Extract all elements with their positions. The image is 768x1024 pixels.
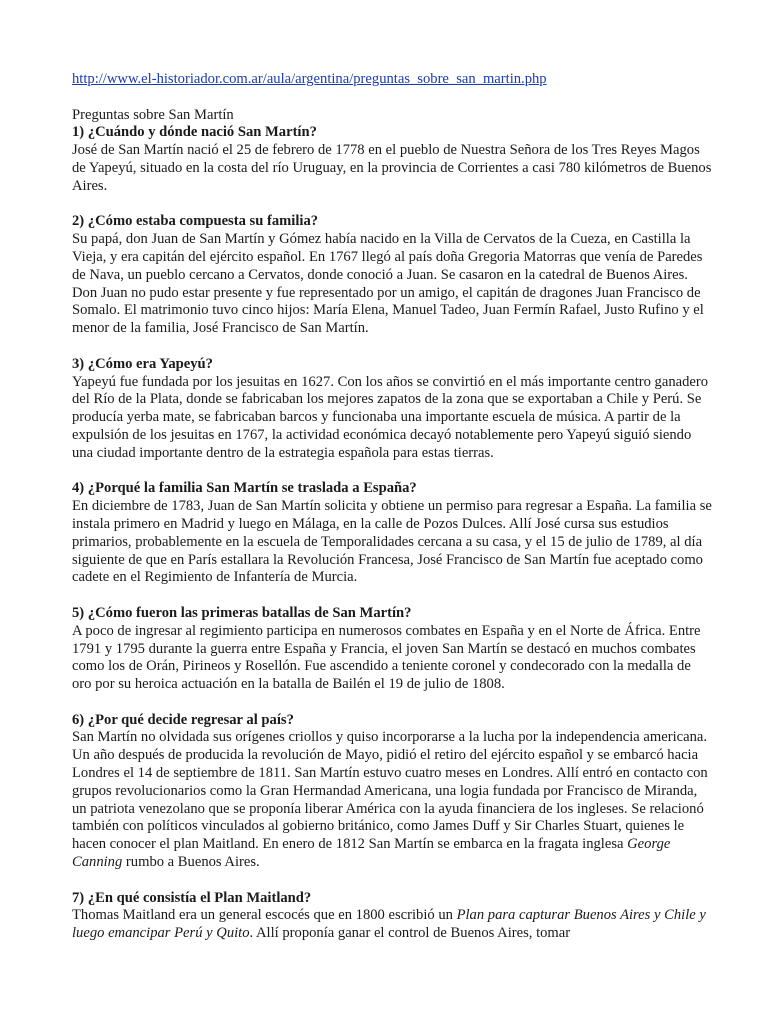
- section-1: [72, 124, 712, 195]
- answer-7: [72, 907, 712, 943]
- section-4: [72, 480, 712, 587]
- spacer: [72, 872, 712, 890]
- question-1: 1) ¿Cuándo y dónde nació San Martín?: [72, 124, 317, 141]
- section-6: [72, 712, 712, 872]
- spacer: [72, 587, 712, 605]
- source-link[interactable]: http://www.el-historiador.com.ar/aula/argentina/preguntas_sobre_san_martin.php: [72, 71, 547, 87]
- spacer: [72, 463, 712, 481]
- section-5: [72, 605, 712, 694]
- answer-3: Yapeyú fue fundada por los jesuitas en 1627. Con los años se convirtió en el más importante centro ganadero del Río de la Plata, donde se fabricaban los mejores zapatos de la zona que se exportaban a Chile y Perú. Se producía yerba mate, se fabricaban barcos y funcionaba una importante escuela de música. A partir de la expulsión de los jesuitas en 1767, la actividad económica decayó notablemente pero Yapeyú siguió siendo una ciudad importante dentro de la estrategia española para estas tierras.: [72, 373, 709, 461]
- answer-6: [72, 729, 712, 871]
- answer-5: A poco de ingresar al regimiento participa en numerosos combates en España y en el Norte de África. Entre 1791 y 1795 durante la guerra entre España y Francia, el joven San Martín se destacó en muchos combates como los de Orán, Pirineos y Rosellón. Fue ascendido a teniente coronel y condecorado con la medalla de oro por su heroica actuación en la batalla de Bailén el 19 de julio de 1808.: [72, 622, 701, 693]
- plan-title: Plan para capturar Buenos Aires y Chile y luego emancipar Perú y Quito: [72, 907, 706, 942]
- answer-1: José de San Martín nació el 25 de febrero de 1778 en el pueblo de Nuestra Señora de los Tres Reyes Magos de Yapeyú, situado en la costa del río Uruguay, en la provincia de Corrientes a casi 780 kilómetros de Buenos Aires.: [72, 142, 712, 194]
- question-6: 6) ¿Por qué decide regresar al país?: [72, 711, 294, 728]
- ship-name: George Canning: [72, 836, 671, 871]
- question-7: 7) ¿En qué consistía el Plan Maitland?: [72, 889, 312, 906]
- question-2: 2) ¿Cómo estaba compuesta su familia?: [72, 213, 319, 230]
- answer-6-text: San Martín no olvidada sus orígenes criollos y quiso incorporarse a la lucha por la independencia americana. Un año después de producida la revolución de Mayo, pidió el retiro del ejército español y se embarcó hacia Londres el 14 de septiembre de 1811. San Martín estuvo cuatro meses en Londres. Allí entró en contacto con grupos revolucionarios como la Gran Hermandad Americana, una logia fundada por Francisco de Miranda, un patriota venezolano que se proponía liberar América con la ayuda financiera de los ingleses. Se relacionó también con políticos vinculados al gobierno británico, como James Duff y Sir Charles Stuart, quienes le hacen conocer el plan Maitland. En enero de 1812 San Martín se embarca en la fragata inglesa: [72, 729, 708, 853]
- spacer: [72, 89, 712, 107]
- spacer: [72, 196, 712, 214]
- answer-4: En diciembre de 1783, Juan de San Martín solicita y obtiene un permiso para regresar a España. La familia se instala primero en Madrid y luego en Málaga, en la calle de Pozos Dulces. Allí José cursa sus estudios primarios, probablemente en la escuela de Temporalidades cercana a su casa, y el 15 de julio de 1789, al día siguiente de que en París estallara la Revolución Francesa, José Francisco de San Martín fue aceptado como cadete en el Regimiento de Infantería de Murcia.: [72, 498, 712, 586]
- answer-7-text: Thomas Maitland era un general escocés que en 1800 escribió un: [72, 907, 457, 924]
- section-7: [72, 890, 712, 943]
- answer-6-text-end: rumbo a Buenos Aires.: [122, 854, 260, 871]
- section-3: [72, 356, 712, 463]
- section-2: [72, 213, 712, 338]
- question-3: 3) ¿Cómo era Yapeyú?: [72, 355, 213, 372]
- document-heading: Preguntas sobre San Martín: [72, 106, 234, 123]
- document-page: [72, 71, 712, 943]
- answer-2: Su papá, don Juan de San Martín y Gómez había nacido en la Villa de Cervatos de la Cueza, en Castilla la Vieja, y era capitán del ejército español. En 1767 llegó al país doña Gregoria Matorras que venía de Paredes de Nava, un pueblo cercano a Cervatos, donde conoció a Juan. Se casaron en la catedral de Buenos Aires. Don Juan no pudo estar presente y fue representado por un amigo, el capitán de dragones Juan Francisco de Somalo. El matrimonio tuvo cinco hijos: María Elena, Manuel Tadeo, Juan Fermín Rafael, Justo Rufino y el menor de la familia, José Francisco de San Martín.: [72, 231, 704, 337]
- question-5: 5) ¿Cómo fueron las primeras batallas de San Martín?: [72, 604, 412, 621]
- spacer: [72, 338, 712, 356]
- answer-7-text-end: . Allí proponía ganar el control de Buenos Aires, tomar: [249, 925, 571, 942]
- spacer: [72, 694, 712, 712]
- question-4: 4) ¿Porqué la familia San Martín se traslada a España?: [72, 480, 417, 497]
